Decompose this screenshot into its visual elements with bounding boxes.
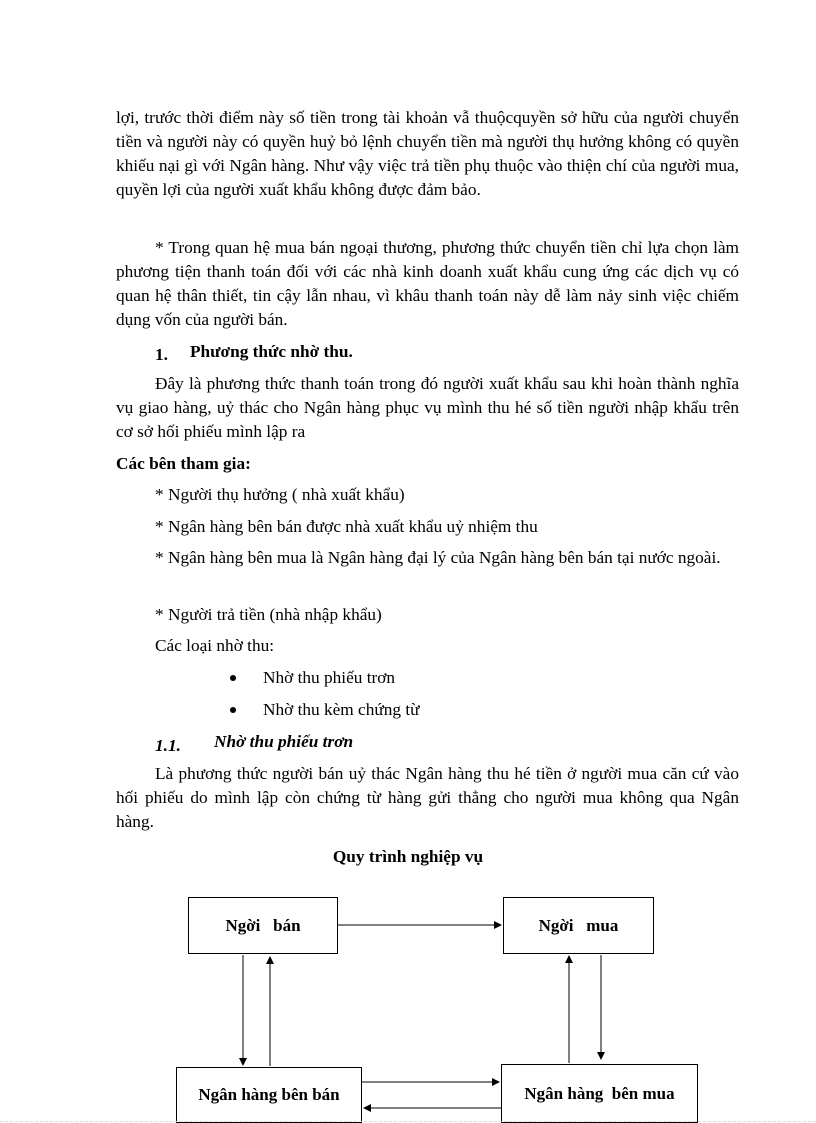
seller-bank-label: Ngân hàng bên bán: [198, 1085, 340, 1104]
paragraph-transfer-risk: lợi, trước thời điểm này số tiền trong tài khoản vẫ thuộcquyền sở hữu của người chuyển tiền và người này có quyền huỷ bỏ lệnh chuyển tiền mà người thụ hưởng không có quyền khiếu nại gì với Ngân hàng. Như vậy việc trả tiền phụ thuộc vào thiện chí của người mua, quyền lợi của người xuất khẩu không được đảm bảo.: [116, 108, 739, 199]
paragraph-collection-definition: Đây là phương thức thanh toán trong đó người xuất khẩu sau khi hoàn thành nghĩa vụ giao hàng, uỷ thác cho Ngân hàng phục vụ mình thu hé số tiền người nhập khẩu trên cơ sở hối phiếu mình lập ra: [116, 374, 739, 441]
diagram-title: Quy trình nghiệp vụ: [332, 847, 484, 866]
collection-type-clean: Nhờ thu phiếu trơn: [263, 668, 396, 687]
parties-label: Các bên tham gia:: [116, 454, 251, 473]
party-payer: * Người trả tiền (nhà nhập khẩu): [155, 605, 382, 624]
heading-number: 1.: [155, 345, 168, 364]
collection-type-documentary: Nhờ thu kèm chứng từ: [263, 700, 420, 719]
party-seller-bank: * Ngân hàng bên bán được nhà xuất khẩu uỷ nhiệm thu: [155, 517, 538, 536]
heading-collection-method: Phương thức nhờ thu.: [190, 342, 353, 361]
subheading-number: 1.1.: [155, 736, 181, 755]
collection-types-label: Các loại nhờ thu:: [155, 636, 275, 655]
paragraph-foreign-trade-note: * Trong quan hệ mua bán ngoại thương, phương thức chuyển tiền chỉ lựa chọn làm phương tiện thanh toán đối với các nhà kinh doanh xuất khẩu cung ứng các dịch vụ có quan hệ thân thiết, tin cậy lẫn nhau, vì khâu thanh toán này dễ làm nảy sinh việc chiếm dụng vốn của người bán.: [116, 238, 739, 329]
seller-label: Ngời bán: [225, 915, 301, 935]
subheading-clean-collection: Nhờ thu phiếu trơn: [214, 732, 354, 751]
page-bottom-rule: [0, 1121, 816, 1122]
party-buyer-bank: * Ngân hàng bên mua là Ngân hàng đại lý của Ngân hàng bên bán tại nước ngoài.: [155, 548, 721, 567]
party-beneficiary: * Người thụ hưởng ( nhà xuất khẩu): [155, 485, 405, 504]
paragraph-clean-collection: Là phương thức người bán uỷ thác Ngân hàng thu hé tiền ở người mua căn cứ vào hối phiếu do mình lập còn chứng từ hàng gửi thẳng cho người mua không qua Ngân hàng.: [116, 764, 739, 831]
buyer-label: Ngời mua: [538, 915, 619, 935]
buyer-bank-label: Ngân hàng bên mua: [524, 1083, 675, 1103]
